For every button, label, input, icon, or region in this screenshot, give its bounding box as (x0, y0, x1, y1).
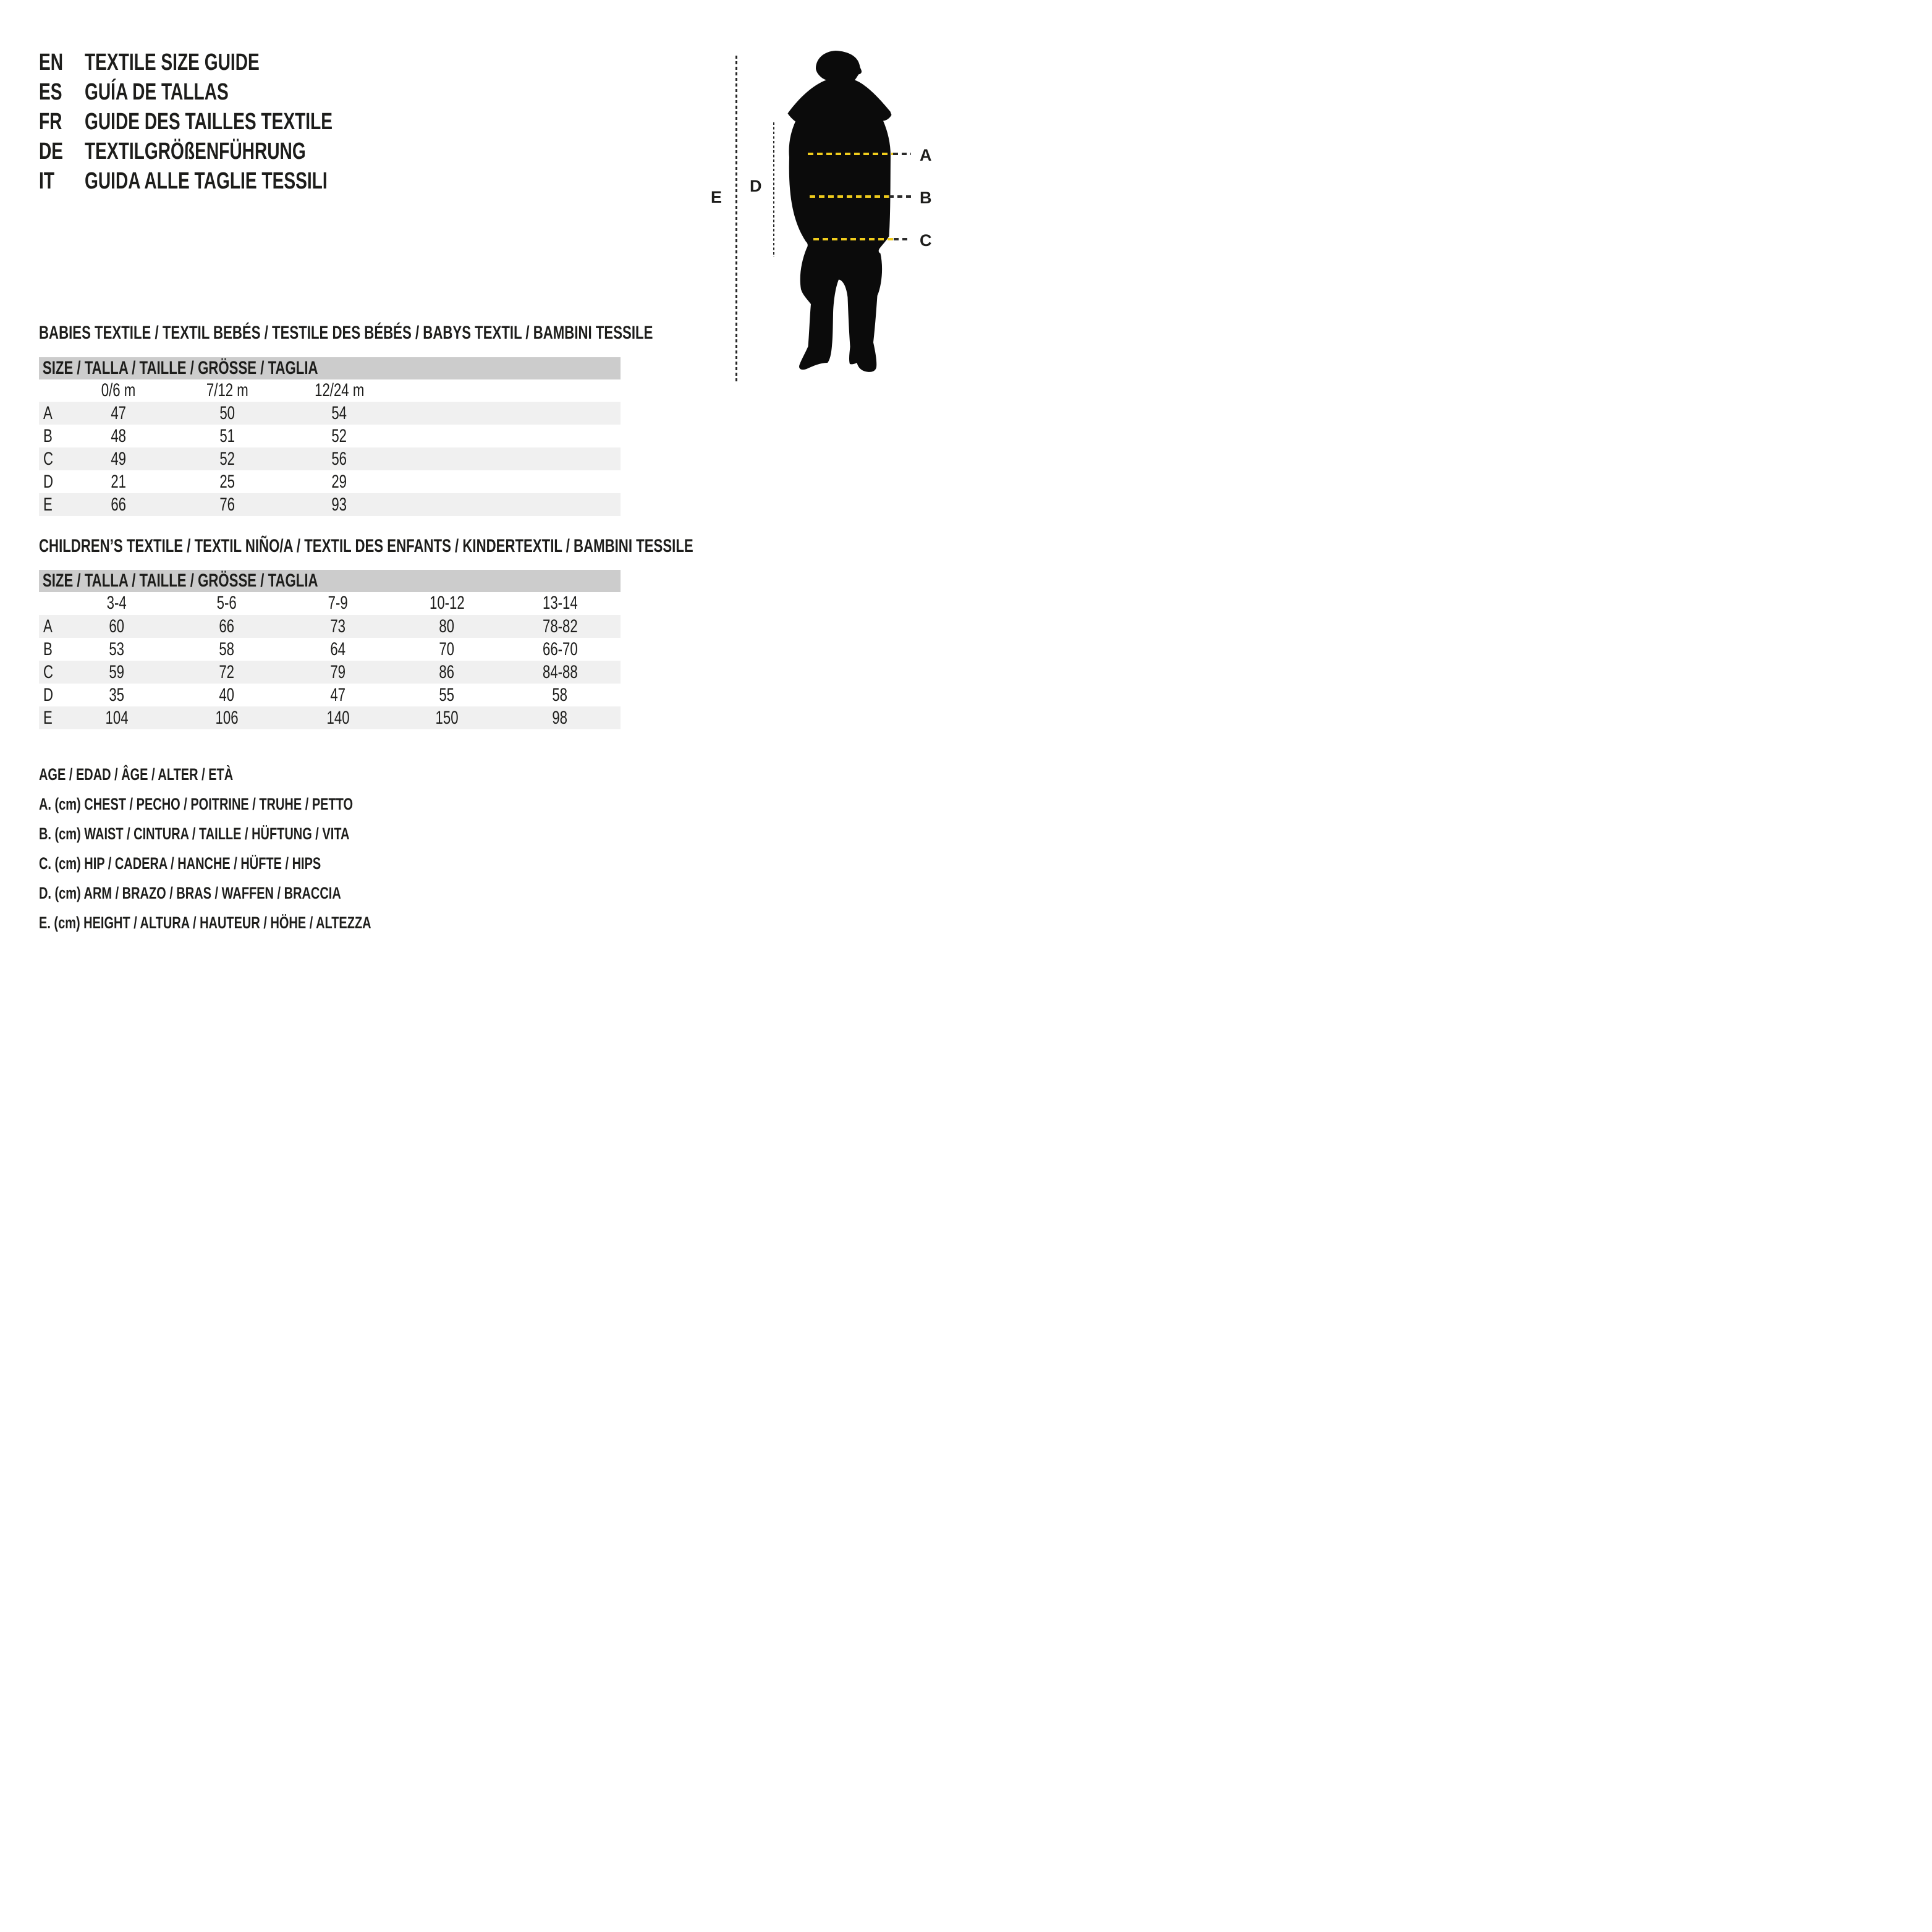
lang-row-de (39, 137, 420, 166)
cell-value: 70 (439, 638, 455, 659)
babies-col-2: 12/24 m (314, 380, 365, 400)
babies-row-E (39, 493, 621, 516)
waist-dash-line (810, 195, 890, 198)
cell-value: 50 (219, 402, 235, 423)
cell-value: 104 (105, 707, 129, 728)
chest-dash-line (808, 153, 894, 155)
cell-value: 53 (109, 638, 125, 659)
cell-value: 78-82 (542, 616, 578, 637)
lang-row-es (39, 77, 420, 107)
babies-row-C (39, 447, 621, 470)
children-col-1: 5-6 (216, 593, 237, 613)
cell-value: 52 (331, 425, 347, 446)
cell-value: 80 (439, 616, 455, 637)
cell-value: 76 (219, 494, 235, 515)
waist-leader-line (889, 195, 911, 198)
cell-value: 106 (215, 707, 239, 728)
legend-chest: A. (cm) CHEST / PECHO / POITRINE / TRUHE / PETTO (39, 794, 354, 813)
cell-value: 59 (109, 661, 125, 682)
lang-title: TEXTILGRÖßENFÜHRUNG (85, 138, 306, 164)
cell-value: 47 (111, 402, 127, 423)
lang-code: EN (39, 49, 64, 75)
legend-arm: D. (cm) ARM / BRAZO / BRAS / WAFFEN / BRACCIA (39, 883, 341, 902)
babies-column-headers (39, 379, 621, 402)
children-col-0: 3-4 (106, 593, 127, 613)
row-label: A (43, 616, 53, 637)
lang-code: FR (39, 108, 62, 135)
height-label: E (711, 188, 722, 206)
lang-code: IT (39, 167, 54, 194)
lang-row-en (39, 48, 420, 77)
lang-code: ES (39, 78, 62, 105)
row-label: A (43, 402, 53, 423)
children-row-E (39, 706, 621, 729)
hip-leader-line (894, 238, 911, 240)
lang-title: TEXTILE SIZE GUIDE (85, 49, 260, 75)
lang-row-it (39, 166, 420, 196)
row-label: B (43, 638, 53, 659)
cell-value: 40 (219, 684, 235, 705)
language-title-list (39, 48, 420, 196)
waist-label: B (920, 189, 932, 207)
children-col-2: 7-9 (328, 593, 349, 613)
cell-value: 58 (552, 684, 568, 705)
row-label: D (43, 471, 54, 492)
legend-waist: B. (cm) WAIST / CINTURA / TAILLE / HÜFTUNG / VITA (39, 824, 350, 843)
arm-measure-line (773, 122, 774, 257)
hip-dash-line (813, 238, 895, 240)
children-size-header: SIZE / TALLA / TAILLE / GRÖSSE / TAGLIA (39, 570, 621, 592)
row-label: D (43, 684, 54, 705)
babies-section-title: BABIES TEXTILE / TEXTIL BEBÉS / TESTILE DES BÉBÉS / BABYS TEXTIL / BAMBINI TESSILE (39, 323, 653, 343)
children-row-A (39, 615, 621, 638)
babies-row-D (39, 470, 621, 493)
cell-value: 86 (439, 661, 455, 682)
cell-value: 79 (330, 661, 346, 682)
lang-title: GUÍA DE TALLAS (85, 78, 229, 105)
cell-value: 48 (111, 425, 127, 446)
babies-size-header: SIZE / TALLA / TAILLE / GRÖSSE / TAGLIA (39, 357, 621, 379)
cell-value: 58 (219, 638, 235, 659)
row-label: E (43, 707, 53, 728)
lang-row-fr (39, 107, 420, 137)
children-column-headers (39, 592, 621, 614)
size-guide-page (0, 0, 966, 966)
row-label: C (43, 448, 54, 469)
cell-value: 51 (219, 425, 235, 446)
children-section-title: CHILDREN’S TEXTILE / TEXTIL NIÑO/A / TEXTIL DES ENFANTS / KINDERTEXTIL / BAMBINI TESSILE (39, 536, 693, 556)
cell-value: 84-88 (542, 661, 578, 682)
cell-value: 93 (331, 494, 347, 515)
children-col-4: 13-14 (542, 593, 578, 613)
cell-value: 66 (219, 616, 235, 637)
legend-hip: C. (cm) HIP / CADERA / HANCHE / HÜFTE / HIPS (39, 854, 321, 873)
cell-value: 140 (326, 707, 350, 728)
measurement-legend (39, 760, 488, 938)
cell-value: 21 (111, 471, 127, 492)
hip-label: C (920, 231, 932, 250)
row-label: E (43, 494, 53, 515)
children-row-C (39, 661, 621, 684)
cell-value: 47 (330, 684, 346, 705)
arm-label: D (750, 177, 762, 195)
row-label: C (43, 661, 54, 682)
cell-value: 56 (331, 448, 347, 469)
cell-value: 66-70 (542, 638, 578, 659)
legend-height: E. (cm) HEIGHT / ALTURA / HAUTEUR / HÖHE / ALTEZZA (39, 913, 371, 932)
cell-value: 150 (435, 707, 459, 728)
cell-value: 72 (219, 661, 235, 682)
babies-row-A (39, 402, 621, 425)
cell-value: 60 (109, 616, 125, 637)
lang-title: GUIDE DES TAILLES TEXTILE (85, 108, 333, 135)
children-row-D (39, 684, 621, 706)
cell-value: 52 (219, 448, 235, 469)
cell-value: 35 (109, 684, 125, 705)
lang-title: GUIDA ALLE TAGLIE TESSILI (85, 167, 328, 194)
cell-value: 55 (439, 684, 455, 705)
babies-col-0: 0/6 m (101, 380, 136, 400)
chest-label: A (920, 146, 932, 164)
cell-value: 73 (330, 616, 346, 637)
children-row-B (39, 638, 621, 661)
children-col-3: 10-12 (429, 593, 465, 613)
babies-row-B (39, 425, 621, 447)
babies-col-1: 7/12 m (206, 380, 248, 400)
chest-leader-line (893, 153, 911, 155)
lang-code: DE (39, 138, 64, 164)
cell-value: 54 (331, 402, 347, 423)
cell-value: 66 (111, 494, 127, 515)
row-label: B (43, 425, 53, 446)
cell-value: 25 (219, 471, 235, 492)
cell-value: 29 (331, 471, 347, 492)
cell-value: 64 (330, 638, 346, 659)
cell-value: 49 (111, 448, 127, 469)
cell-value: 98 (552, 707, 568, 728)
legend-age: AGE / EDAD / ÂGE / ALTER / ETÀ (39, 765, 234, 784)
